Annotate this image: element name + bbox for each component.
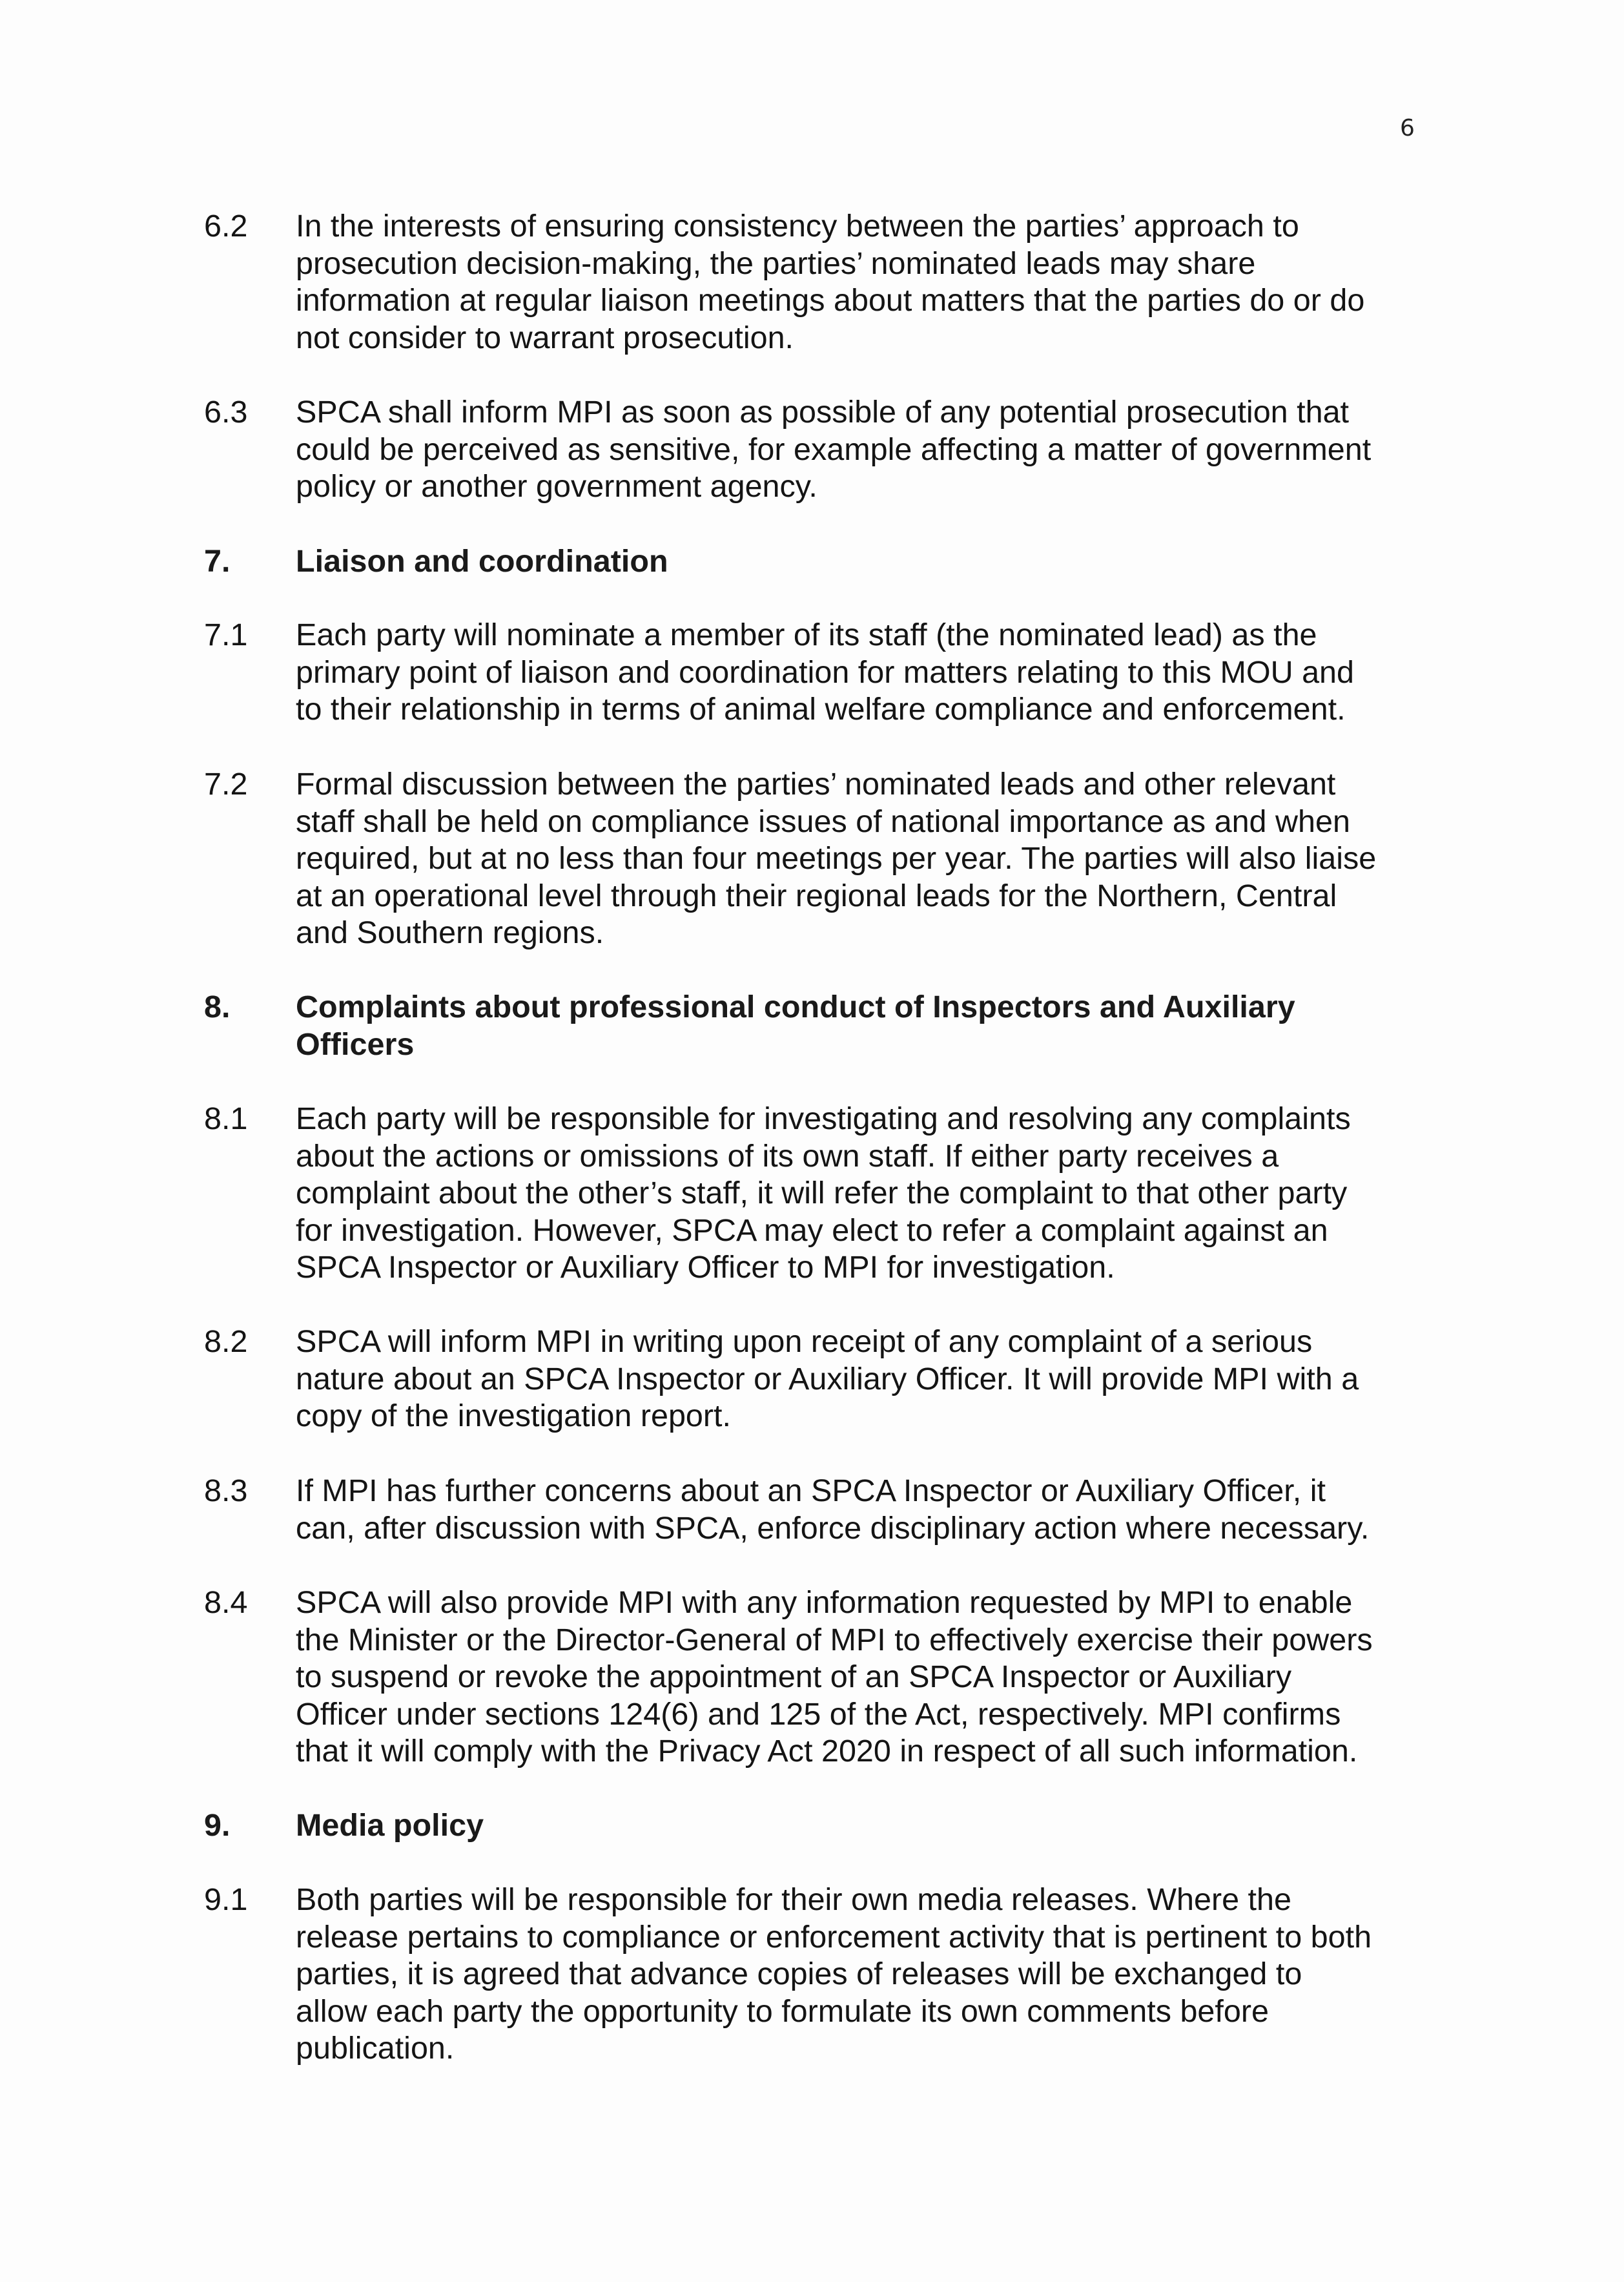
section-number: 9.: [204, 1808, 231, 1843]
page-number: 6: [1400, 115, 1415, 141]
section-title: Media policy: [296, 1808, 484, 1843]
clause-text: SPCA will inform MPI in writing upon receipt of any complaint of a serious nature about an SPCA Inspector or Auxiliary Officer. It will provide MPI with a copy of the investigation report.: [296, 1324, 1359, 1434]
clause-text: If MPI has further concerns about an SPCA Inspector or Auxiliary Officer, it can, after discussion with SPCA, enforce disciplinary action where necessary.: [296, 1473, 1370, 1546]
clause-text: SPCA shall inform MPI as soon as possible of any potential prosecution that could be perceived as sensitive, for example affecting a matter of government policy or another government agency.: [296, 395, 1372, 504]
section-number: 7.: [204, 544, 231, 579]
clause-text: Both parties will be responsible for their own media releases. Where the release pertains to compliance or enforcement activity that is pertinent to both parties, it is agreed that advance copies of releases will be exchanged to allow each party the opportunity to formulate its own comments before publication.: [296, 1882, 1372, 2066]
clause-number: 7.1: [204, 617, 248, 652]
section-title: Liaison and coordination: [296, 544, 668, 579]
clause-number: 6.2: [204, 209, 248, 244]
clause-text: In the interests of ensuring consistency between the parties’ approach to prosecution decision-making, the parties’ nominated leads may share information at regular liaison meetings about matters that the parties do or do not consider to warrant prosecution.: [296, 209, 1365, 355]
clause-number: 8.3: [204, 1473, 248, 1508]
clause-number: 7.2: [204, 767, 248, 802]
clause-number: 8.2: [204, 1324, 248, 1359]
clause-text: Each party will be responsible for investigating and resolving any complaints about the actions or omissions of its own staff. If either party receives a complaint about the other’s staff, it will refer the complaint to that other party for investigation. However, SPCA may elect to refer a complaint against an SPCA Inspector or Auxiliary Officer to MPI for investigation.: [296, 1101, 1351, 1285]
clause-number: 6.3: [204, 395, 248, 430]
clause-number: 8.1: [204, 1101, 248, 1136]
clause-text: SPCA will also provide MPI with any information requested by MPI to enable the Minister or the Director-General of MPI to effectively exercise their powers to suspend or revoke the appointment of an SPCA Inspector or Auxiliary Officer under sections 124(6) and 125 of the Act, respectively. MPI confirms that it will comply with the Privacy Act 2020 in respect of all such information.: [296, 1585, 1373, 1769]
clause-text: Each party will nominate a member of its staff (the nominated lead) as the primary point of liaison and coordination for matters relating to this MOU and to their relationship in terms of animal welfare compliance and enforcement.: [296, 617, 1355, 727]
clause-number: 9.1: [204, 1882, 248, 1917]
section-number: 8.: [204, 990, 231, 1024]
section-title: Complaints about professional conduct of Inspectors and Auxiliary Officers: [296, 990, 1295, 1062]
clause-number: 8.4: [204, 1585, 248, 1620]
clause-text: Formal discussion between the parties’ nominated leads and other relevant staff shall be held on compliance issues of national importance as and when required, but at no less than four meetings per year. The parties will also liaise at an operational level through their regional leads for the Northern, Central and Southern regions.: [296, 767, 1377, 951]
